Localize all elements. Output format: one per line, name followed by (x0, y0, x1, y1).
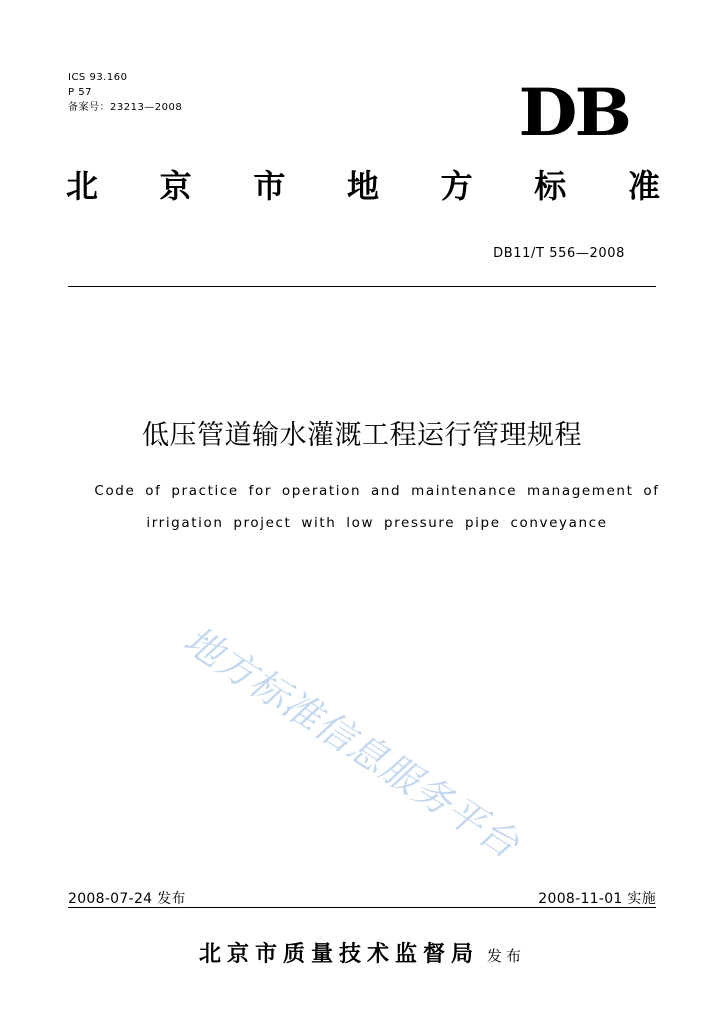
standard-type-heading (66, 166, 660, 206)
bottom-divider (68, 907, 656, 908)
document-metadata (68, 70, 182, 115)
classification-code: P 57 (68, 87, 92, 98)
standard-type-char: 市 (253, 167, 286, 205)
standard-type-char: 方 (440, 167, 473, 205)
issuer (0, 937, 724, 968)
implementation-date: 2008-11-01 实施 (538, 891, 656, 907)
standard-type-char: 北 (66, 167, 99, 205)
title-english-line-2: irrigation project with low pressure pipe conveyance (146, 515, 608, 531)
standard-type-char: 地 (346, 167, 379, 205)
issue-action: 发布 (487, 947, 526, 965)
standard-number: DB11/T 556—2008 (493, 246, 625, 261)
watermark: 地方标准信息服务平台 (176, 617, 528, 867)
top-divider (68, 286, 656, 287)
issuing-organization: 北京市质量技术监督局 (198, 942, 479, 967)
record-number: 备案号：23213—2008 (68, 102, 183, 113)
db-logo: DB (518, 75, 629, 151)
standard-type-char: 京 (159, 167, 192, 205)
title-chinese: 低压管道输水灌溉工程运行管理规程 (142, 420, 582, 451)
publish-date: 2008-07-24 发布 (68, 891, 186, 907)
ics-code: ICS 93.160 (68, 72, 128, 83)
standard-type-char: 准 (627, 167, 660, 205)
title-english-line-1: Code of practice for operation and maintenance management of (94, 483, 660, 499)
standard-type-char: 标 (534, 167, 567, 205)
